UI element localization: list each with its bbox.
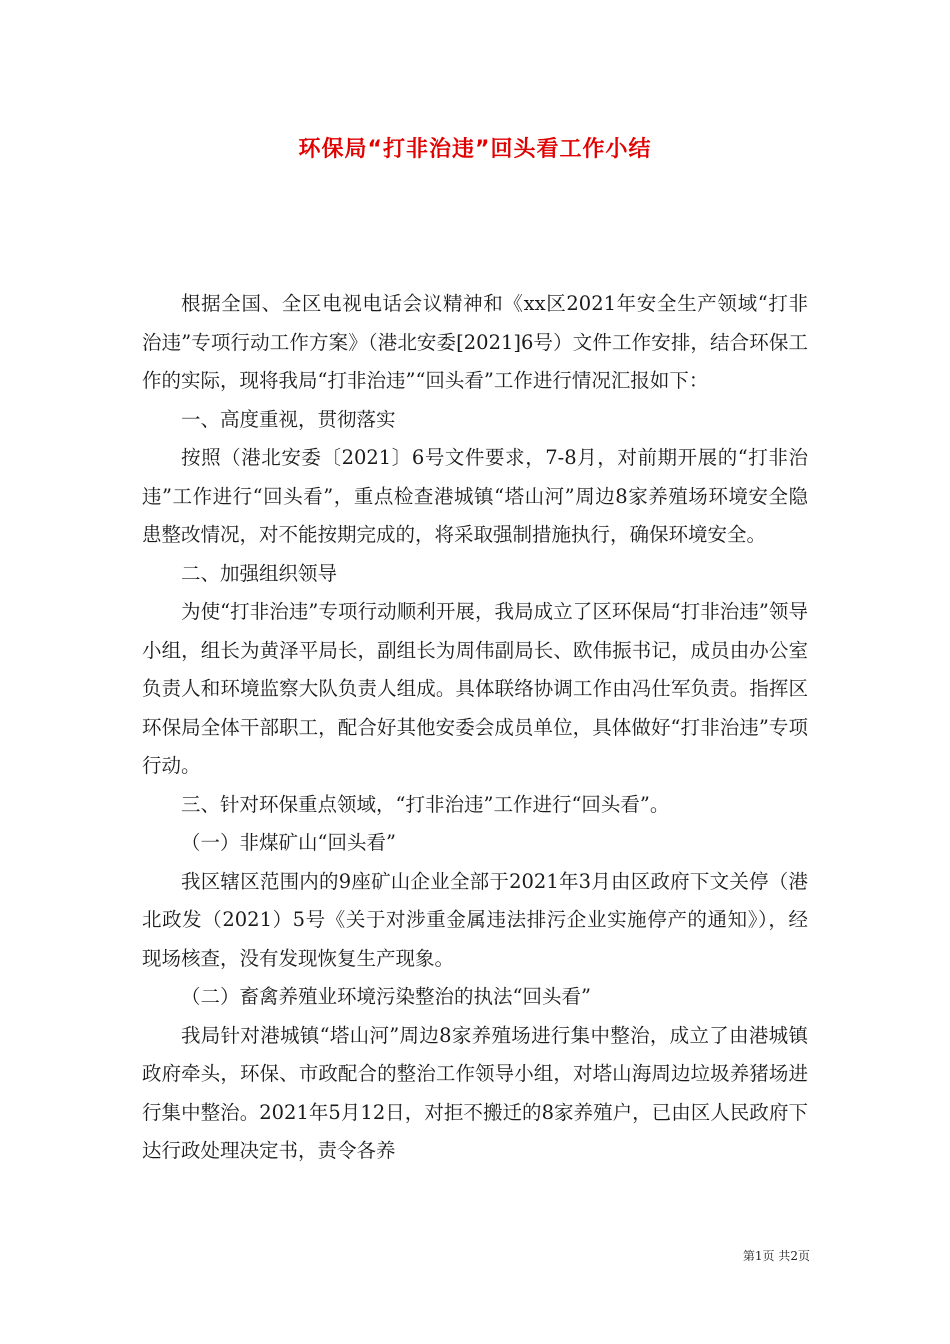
subheading-3-2: （二）畜禽养殖业环境污染整治的执法“回头看”	[181, 985, 591, 1008]
heading-section-1: 一、高度重视，贯彻落实	[181, 407, 396, 431]
paragraph-section-1: 按照（港北安委〔2021〕6号文件要求，7-8月，对前期开展的“打非治违”工作进行“回头看”，重点检查港城镇“塔山河”周边8家养殖场环境安全隐患整改情况，对不能按期完成的，将采取强制措施执行，确保环境安全。	[142, 446, 808, 546]
paragraph-section-2: 为使“打非治违”专项行动顺利开展，我局成立了区环保局“打非治违”领导小组，组长为黄泽平局长，副组长为周伟副局长、欧伟振书记，成员由办公室负责人和环境监察大队负责人组成。具体联络协调工作由冯仕军负责。指挥区环保局全体干部职工，配合好其他安委会成员单位，具体做好“打非治违”专项行动。	[142, 600, 808, 777]
paragraph-3-2: 我局针对港城镇“塔山河”周边8家养殖场进行集中整治，成立了由港城镇政府牵头，环保、市政配合的整治工作领导小组，对塔山海周边垃圾养猪场进行集中整治。2021年5月12日，对拒不搬迁的8家养殖户，已由区人民政府下达行政处理决定书，责令各养	[142, 1023, 808, 1162]
document-title: 环保局“打非治违”回头看工作小结	[298, 137, 652, 162]
document-body	[142, 285, 808, 1171]
paragraph-intro: 根据全国、全区电视电话会议精神和《xx区2021年安全生产领域“打非治违”专项行动工作方案》（港北安委[2021]6号）文件工作安排，结合环保工作的实际，现将我局“打非治违”“回头看”工作进行情况汇报如下：	[142, 292, 808, 392]
paragraph-3-1: 我区辖区范围内的9座矿山企业全部于2021年3月由区政府下文关停（港北政发（2021）5号《关于对涉重金属违法排污企业实施停产的通知》），经现场核查，没有发现恢复生产现象。	[142, 869, 808, 970]
page-number: 第1页 共2页	[742, 1249, 810, 1263]
subheading-3-1: （一）非煤矿山“回头看”	[181, 831, 396, 854]
heading-section-2: 二、加强组织领导	[181, 561, 338, 585]
heading-section-3: 三、针对环保重点领域，“打非治违”工作进行“回头看”。	[181, 792, 670, 816]
